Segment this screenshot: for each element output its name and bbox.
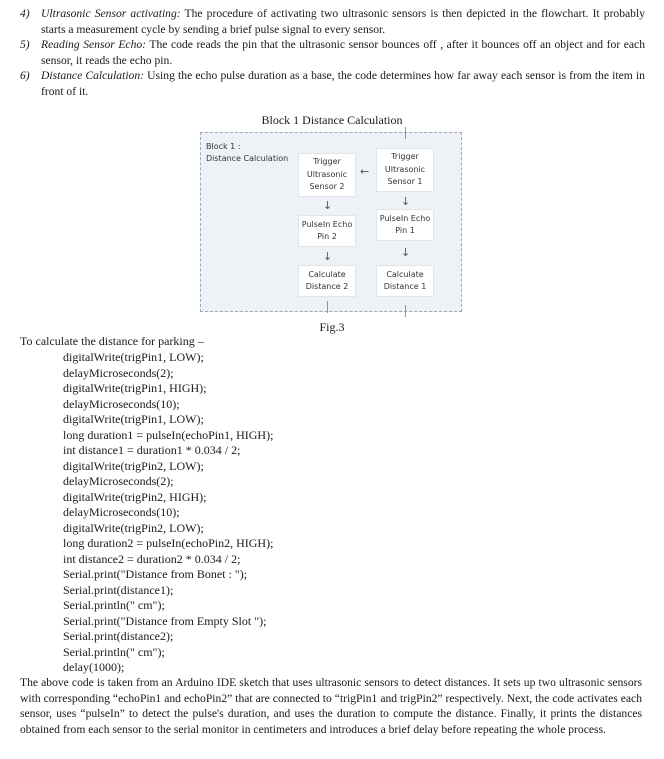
code-line: int distance2 = duration2 * 0.034 / 2; bbox=[63, 551, 241, 566]
numbered-list bbox=[20, 6, 645, 100]
list-number: 6) bbox=[20, 69, 30, 83]
code-line: int distance1 = duration1 * 0.034 / 2; bbox=[63, 443, 241, 457]
figure-caption: Fig.3 bbox=[319, 320, 345, 334]
code-line: delayMicroseconds(10); bbox=[63, 505, 180, 519]
code-line: long duration2 = pulseIn(echoPin2, HIGH); bbox=[63, 536, 274, 550]
box-calculate-distance-1: Calculate Distance 1 bbox=[376, 265, 434, 297]
code-line: Serial.println(" cm"); bbox=[63, 644, 165, 659]
code-line: delay(1000); bbox=[63, 660, 125, 674]
list-term: Ultrasonic Sensor activating: bbox=[41, 7, 181, 20]
arrow-left-icon: ← bbox=[360, 165, 370, 178]
box-trigger-sensor-2: Trigger Ultrasonic Sensor 2 bbox=[298, 153, 356, 197]
list-number: 4) bbox=[20, 7, 30, 20]
code-line: digitalWrite(trigPin2, LOW); bbox=[63, 520, 204, 535]
arrow-down-icon: ↓ bbox=[323, 250, 333, 263]
list-item bbox=[20, 6, 645, 37]
list-text: Using the echo pulse duration as a base, the code determines how far away each sensor is from the item in front of it. bbox=[41, 69, 645, 98]
explanation-paragraph: The above code is taken from an Arduino IDE sketch that uses ultrasonic sensors to detect distances. It sets up two ultrasonic sensors with corresponding “echoPin1 and echoPin2” that are connected to “trigPin1 and trigPin2” respectively. Next, the code activates each sensor, uses “pulseIn” to detect the pulse's duration, and uses the duration to compute the distance. Finally, it prints the distances obtained from each sensor to the serial monitor in centimeters and introduces a brief delay before repeating the whole process. bbox=[20, 676, 642, 736]
code-line: Serial.println(" cm"); bbox=[63, 598, 165, 612]
list-term: Reading Sensor Echo: bbox=[41, 38, 147, 52]
arrow-down-icon: ↓ bbox=[401, 195, 411, 208]
code-line: Serial.print(distance2); bbox=[63, 629, 174, 643]
code-line: digitalWrite(trigPin1, LOW); bbox=[63, 412, 204, 426]
code-line: Serial.print("Distance from Bonet : "); bbox=[63, 567, 248, 581]
code-line: digitalWrite(trigPin1, LOW); bbox=[63, 350, 204, 364]
code-line: digitalWrite(trigPin1, HIGH); bbox=[63, 381, 207, 395]
code-intro: To calculate the distance for parking – bbox=[20, 334, 204, 348]
list-item bbox=[20, 68, 645, 99]
box-pulsein-echo-pin-1: PulseIn Echo Pin 1 bbox=[376, 209, 434, 241]
code-line: Serial.print("Distance from Empty Slot "); bbox=[63, 613, 267, 628]
top-connector-line bbox=[405, 127, 406, 139]
box-calculate-distance-2: Calculate Distance 2 bbox=[298, 265, 356, 297]
block-label: Block 1 : Distance Calculation bbox=[206, 142, 289, 163]
arrow-down-icon: ↓ bbox=[323, 199, 333, 212]
bottom-connector-line-left bbox=[327, 301, 328, 313]
code-line: digitalWrite(trigPin2, LOW); bbox=[63, 458, 204, 473]
code-line: delayMicroseconds(2); bbox=[63, 474, 174, 488]
code-line: delayMicroseconds(2); bbox=[63, 365, 174, 380]
bottom-connector-line-right bbox=[405, 305, 406, 317]
list-text: The code reads the pin that the ultrasonic sensor bounces off , after it bounces off an object and for each sensor, it reads the echo pin. bbox=[41, 38, 645, 67]
code-line: Serial.print(distance1); bbox=[63, 582, 174, 597]
list-item bbox=[20, 37, 645, 68]
code-line: delayMicroseconds(10); bbox=[63, 396, 180, 411]
box-trigger-sensor-1: Trigger Ultrasonic Sensor 1 bbox=[376, 148, 434, 192]
list-term: Distance Calculation: bbox=[41, 69, 144, 83]
arrow-down-icon: ↓ bbox=[401, 246, 411, 259]
code-line: digitalWrite(trigPin2, HIGH); bbox=[63, 489, 207, 504]
code-block bbox=[63, 350, 273, 676]
box-pulsein-echo-pin-2: PulseIn Echo Pin 2 bbox=[298, 215, 356, 247]
figure-title: Block 1 Distance Calculation bbox=[261, 113, 403, 127]
list-text: The procedure of activating two ultrasonic sensors is then depicted in the flowchart. It probably starts a measurement cycle by sending a brief pulse signal to every sensor. bbox=[41, 7, 645, 36]
list-number: 5) bbox=[20, 38, 30, 52]
flowchart-diagram bbox=[200, 132, 462, 312]
code-line: long duration1 = pulseIn(echoPin1, HIGH); bbox=[63, 427, 274, 442]
